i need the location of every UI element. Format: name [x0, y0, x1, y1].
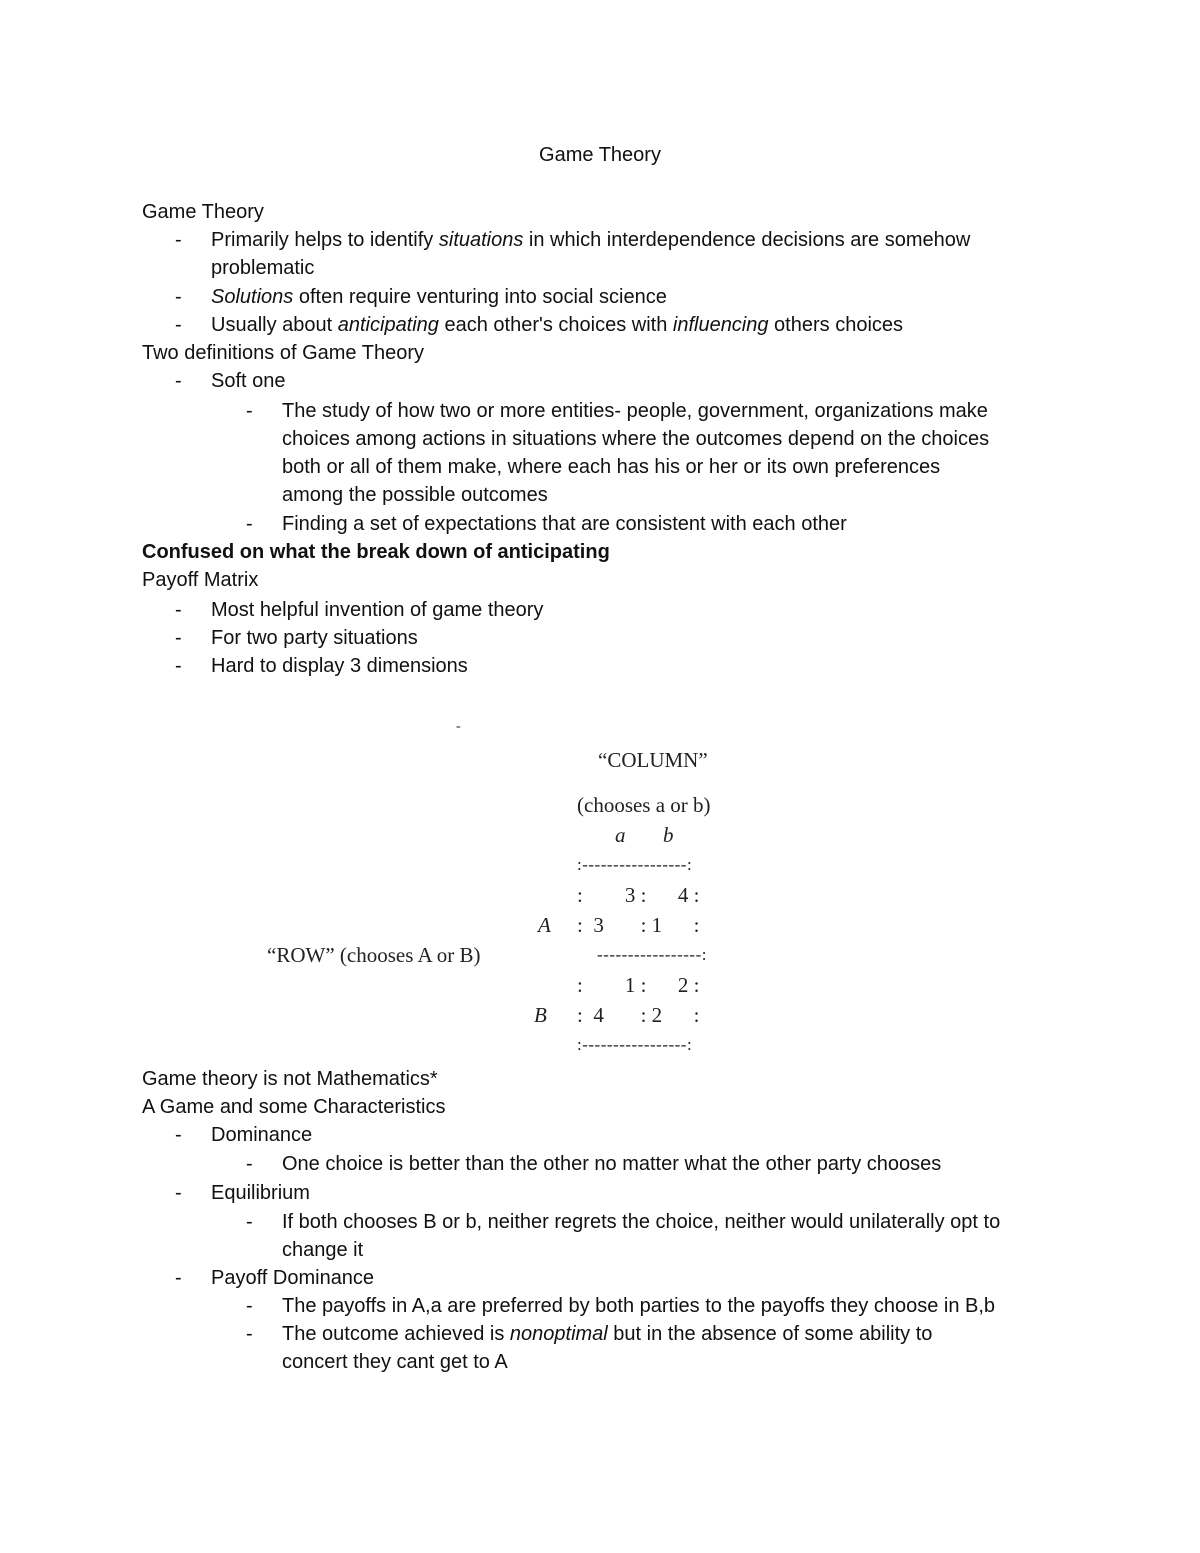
section-heading-not-mathematics: Game theory is not Mathematics* — [142, 1068, 438, 1090]
bullet-text-continued: problematic — [211, 257, 315, 279]
matrix-border-middle: -----------------: — [597, 945, 707, 964]
italic-text: influencing — [672, 314, 769, 336]
text-run: Primarily helps to identify — [211, 229, 439, 251]
payoff-matrix-figure — [225, 720, 785, 1060]
italic-text: Solutions — [211, 286, 294, 308]
sub-bullet-text-continued: among the possible outcomes — [282, 484, 548, 506]
row-choice-a: A — [538, 913, 551, 937]
sub-bullet-text: One choice is better than the other no matter what the other party chooses — [282, 1153, 942, 1175]
italic-text: anticipating — [337, 314, 439, 336]
sub-bullet-text-continued: both or all of them make, where each has his or her or its own preferences — [282, 456, 941, 478]
column-choice-a: a — [615, 823, 626, 847]
sub-bullet-text — [282, 1320, 932, 1348]
bullet-text: Equilibrium — [211, 1182, 310, 1204]
column-label: “COLUMN” — [598, 748, 708, 772]
text-run: but in the absence of some ability to — [607, 1323, 933, 1345]
matrix-border-top: :-----------------: — [577, 855, 693, 874]
sub-bullet-text: Finding a set of expectations that are consistent with each other — [282, 513, 847, 535]
bullet-dash: - — [175, 627, 182, 649]
bullet-dash: - — [175, 599, 182, 621]
bold-note: Confused on what the break down of anticipating — [142, 541, 610, 563]
section-heading-game-theory: Game Theory — [142, 201, 264, 223]
bullet-text: Most helpful invention of game theory — [211, 599, 544, 621]
column-sublabel: (chooses a or b) — [577, 793, 711, 817]
sub-bullet-dash: - — [246, 513, 253, 535]
sub-bullet-text: The payoffs in A,a are preferred by both parties to the payoffs they choose in B,b — [282, 1295, 996, 1317]
sub-bullet-dash: - — [246, 1211, 253, 1233]
text-run: others choices — [768, 314, 904, 336]
bullet-text — [211, 226, 970, 254]
sub-bullet-text-continued: change it — [282, 1239, 364, 1261]
bullet-dash: - — [175, 1267, 182, 1289]
text-run: The outcome achieved is — [282, 1323, 510, 1345]
bullet-text — [211, 311, 903, 339]
bullet-text: Soft one — [211, 370, 286, 392]
document-title: Game Theory — [539, 144, 661, 166]
row-label: “ROW” (chooses A or B) — [267, 943, 481, 967]
sub-bullet-dash: - — [246, 1153, 253, 1175]
matrix-row2-upper-values: : 1 : 2 : — [577, 973, 700, 997]
bullet-text: For two party situations — [211, 627, 418, 649]
text-run: Usually about — [211, 314, 338, 336]
column-choice-b: b — [663, 823, 674, 847]
bullet-dash: - — [175, 1182, 182, 1204]
sub-bullet-text-continued: concert they cant get to A — [282, 1351, 508, 1373]
sub-bullet-dash: - — [246, 1323, 253, 1345]
italic-text: nonoptimal — [509, 1323, 608, 1345]
bullet-dash: - — [175, 655, 182, 677]
italic-text: situations — [438, 229, 524, 251]
bullet-text: Dominance — [211, 1124, 313, 1146]
sub-bullet-text: The study of how two or more entities- people, government, organizations make — [282, 400, 988, 422]
bullet-text: Hard to display 3 dimensions — [211, 655, 468, 677]
row-choice-b: B — [534, 1003, 547, 1027]
bullet-dash: - — [175, 314, 182, 336]
bullet-dash: - — [175, 1124, 182, 1146]
text-run: each other's choices with — [438, 314, 673, 336]
sub-bullet-dash: - — [246, 400, 253, 422]
bullet-text — [211, 283, 667, 311]
matrix-tick: - — [456, 719, 461, 734]
text-run: often require venturing into social science — [293, 286, 667, 308]
bullet-text: Payoff Dominance — [211, 1267, 375, 1289]
sub-bullet-text-continued: choices among actions in situations where the outcomes depend on the choices — [282, 428, 990, 450]
sub-bullet-dash: - — [246, 1295, 253, 1317]
bullet-dash: - — [175, 370, 182, 392]
section-heading-payoff-matrix: Payoff Matrix — [142, 569, 259, 591]
matrix-row1-upper-values: : 3 : 4 : — [577, 883, 700, 907]
text-run: in which interdependence decisions are somehow — [523, 229, 971, 251]
matrix-row1-lower-values: : 3 : 1 : — [577, 913, 700, 937]
section-heading-characteristics: A Game and some Characteristics — [142, 1096, 446, 1118]
sub-bullet-text: If both chooses B or b, neither regrets the choice, neither would unilaterally opt to — [282, 1211, 1001, 1233]
matrix-row2-lower-values: : 4 : 2 : — [577, 1003, 700, 1027]
bullet-dash: - — [175, 286, 182, 308]
matrix-border-bottom: :-----------------: — [577, 1035, 693, 1054]
bullet-dash: - — [175, 229, 182, 251]
section-heading-definitions: Two definitions of Game Theory — [142, 342, 424, 364]
